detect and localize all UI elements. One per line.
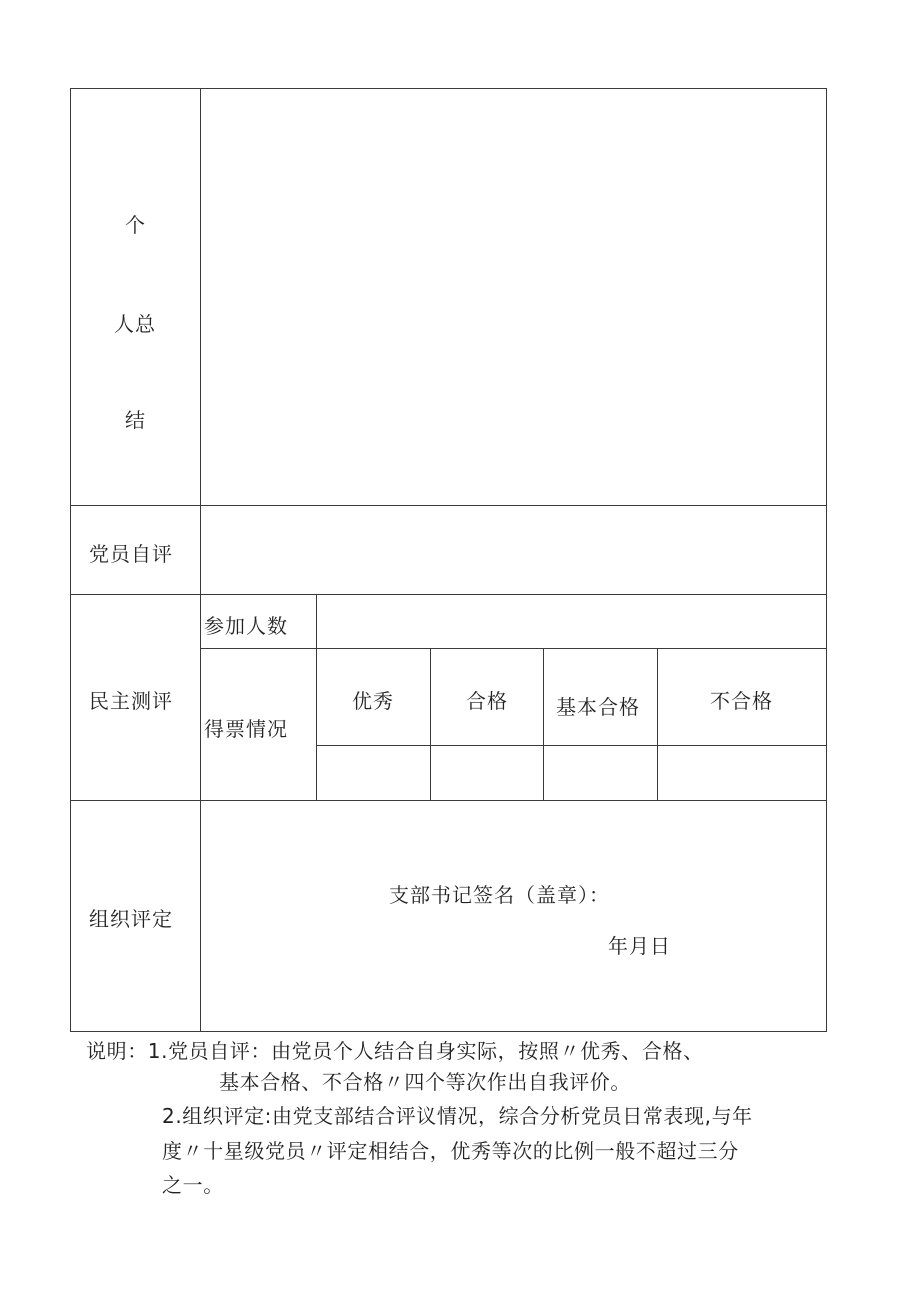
votes-basically-qualified-cell[interactable] <box>544 746 657 800</box>
self-eval-content-cell[interactable] <box>201 506 826 594</box>
grade-unqualified: 不合格 <box>710 689 773 713</box>
note-line-1: 说明：1.党员自评：由党员个人结合自身实际，按照〃优秀、合格、 <box>86 1039 704 1063</box>
self-eval-label: 党员自评 <box>89 542 173 566</box>
votes-label: 得票情况 <box>204 717 288 741</box>
summary-label-line3: 结 <box>125 408 146 432</box>
participants-label: 参加人数 <box>204 614 288 638</box>
summary-content-cell[interactable] <box>201 89 826 505</box>
note-line-2: 基本合格、不合格〃四个等次作出自我评价。 <box>219 1070 631 1094</box>
row-divider-participants <box>200 648 827 649</box>
grade-qualified: 合格 <box>466 689 508 713</box>
table-border-right <box>826 88 827 1032</box>
notes-section <box>0 1035 920 1205</box>
votes-qualified-cell[interactable] <box>431 746 543 800</box>
note-line-5: 之一。 <box>162 1173 224 1197</box>
participants-value-cell[interactable] <box>317 595 826 648</box>
signature-label: 支部书记签名（盖章）： <box>389 883 610 907</box>
table-border-left <box>70 88 71 1032</box>
votes-excellent-cell[interactable] <box>317 746 430 800</box>
votes-unqualified-cell[interactable] <box>658 746 826 800</box>
grade-excellent: 优秀 <box>352 689 394 713</box>
org-label: 组织评定 <box>89 907 173 931</box>
democratic-label: 民主测评 <box>89 689 173 713</box>
grade-basically-qualified: 基本合格 <box>556 695 640 719</box>
summary-label-line1: 个 <box>125 213 146 237</box>
note-line-3: 2.组织评定:由党支部结合评议情况，综合分析党员日常表现,与年 <box>162 1104 753 1128</box>
date-label: 年月日 <box>608 934 671 958</box>
org-content-cell[interactable] <box>201 801 826 1031</box>
note-line-4: 度〃十星级党员〃评定相结合，优秀等次的比例一般不超过三分 <box>162 1139 739 1163</box>
summary-label-line2: 人总 <box>114 312 156 336</box>
table-border-bottom <box>70 1031 827 1032</box>
